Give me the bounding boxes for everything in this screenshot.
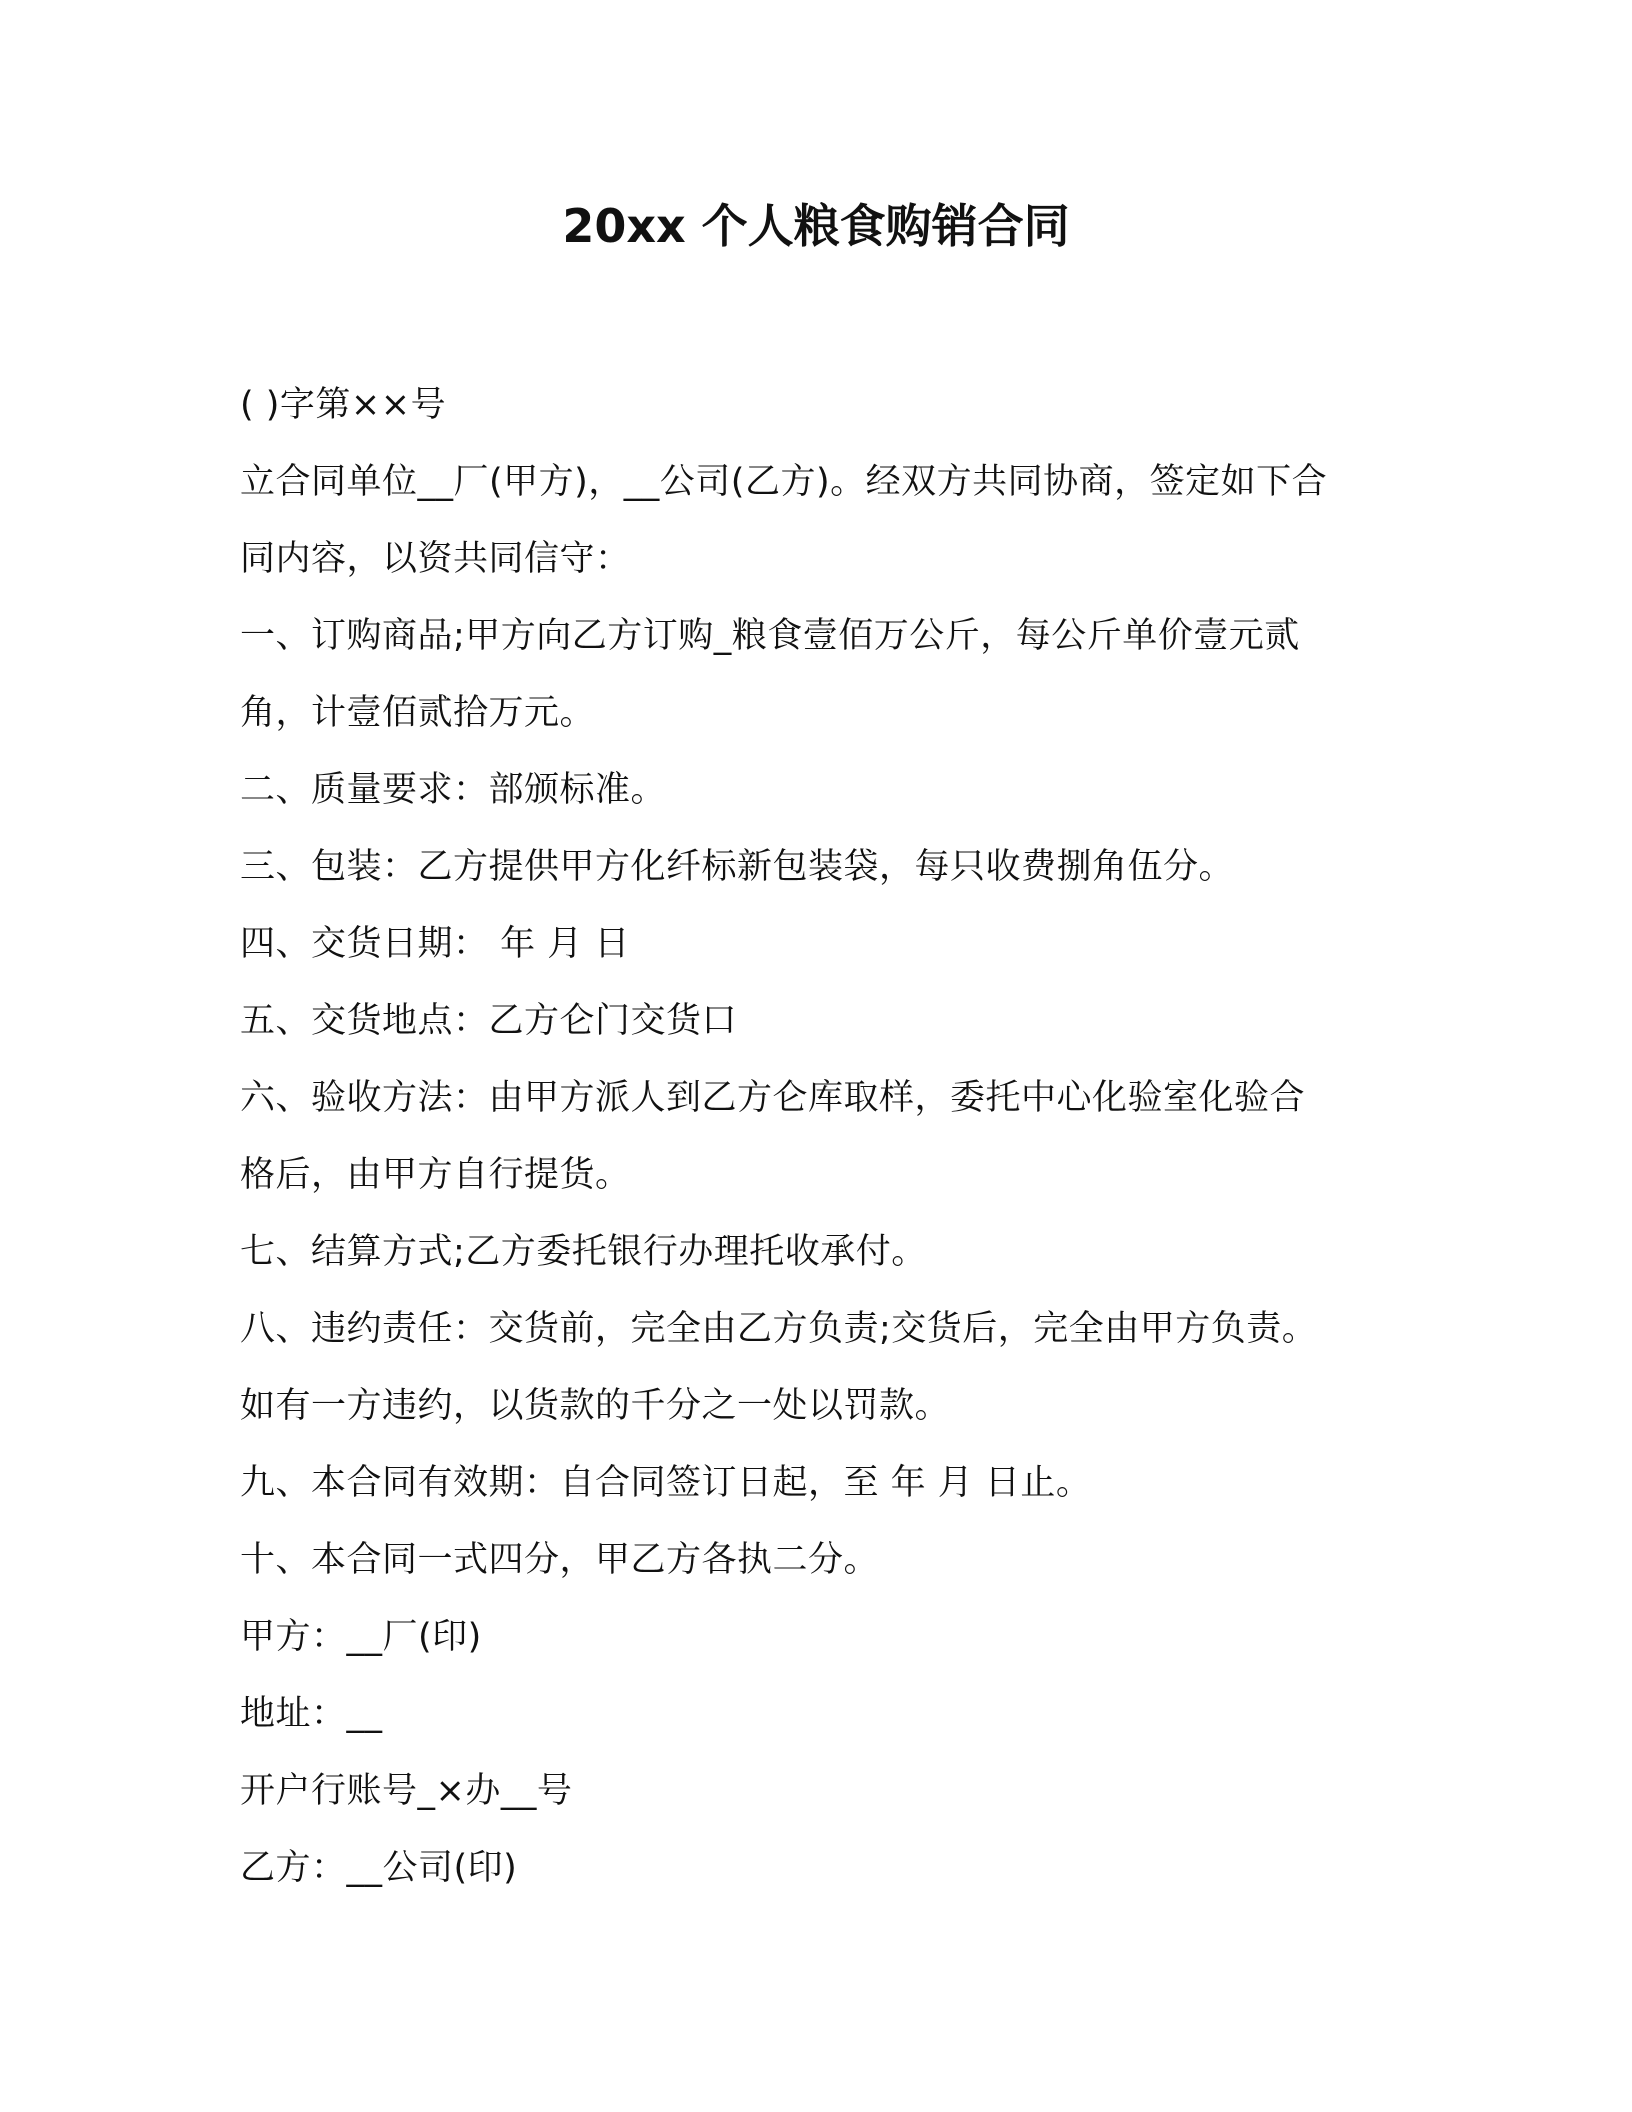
party-a-signature: 甲方：__厂(印) — [240, 1617, 482, 1657]
document-title: 20xx 个人粮食购销合同 — [562, 199, 1070, 253]
contract-body — [240, 367, 1400, 1907]
clause-6-line-1: 六、验收方法：由甲方派人到乙方仑库取样，委托中心化验室化验合 — [240, 1078, 1306, 1118]
clause-1-line-2: 角，计壹佰贰拾万元。 — [240, 693, 596, 733]
clause-5: 五、交货地点：乙方仑门交货口 — [240, 1001, 738, 1041]
clause-9: 九、本合同有效期：自合同签订日起，至 年 月 日止。 — [240, 1463, 1092, 1503]
party-a-bank-account: 开户行账号_×办__号 — [240, 1771, 573, 1811]
clause-1-line-1: 一、订购商品;甲方向乙方订购_粮食壹佰万公斤，每公斤单价壹元贰 — [240, 616, 1300, 656]
clause-8-line-2: 如有一方违约，以货款的千分之一处以罚款。 — [240, 1386, 951, 1426]
clause-7: 七、结算方式;乙方委托银行办理托收承付。 — [240, 1232, 927, 1272]
contract-intro-line-1: 立合同单位__厂(甲方)，__公司(乙方)。经双方共同协商，签定如下合 — [240, 462, 1328, 502]
clause-8-line-1: 八、违约责任：交货前，完全由乙方负责;交货后，完全由甲方负责。 — [240, 1309, 1318, 1349]
clause-2: 二、质量要求：部颁标准。 — [240, 770, 667, 810]
clause-3: 三、包装：乙方提供甲方化纤标新包装袋，每只收费捌角伍分。 — [240, 847, 1235, 887]
clause-6-line-2: 格后，由甲方自行提货。 — [240, 1155, 631, 1195]
clause-4: 四、交货日期： 年 月 日 — [240, 924, 630, 964]
contract-intro-line-2: 同内容，以资共同信守： — [240, 539, 631, 579]
contract-number-line: ( )字第××号 — [240, 385, 447, 425]
party-a-address: 地址：__ — [240, 1694, 383, 1734]
clause-10: 十、本合同一式四分，甲乙方各执二分。 — [240, 1540, 880, 1580]
party-b-signature: 乙方：__公司(印) — [240, 1848, 518, 1888]
